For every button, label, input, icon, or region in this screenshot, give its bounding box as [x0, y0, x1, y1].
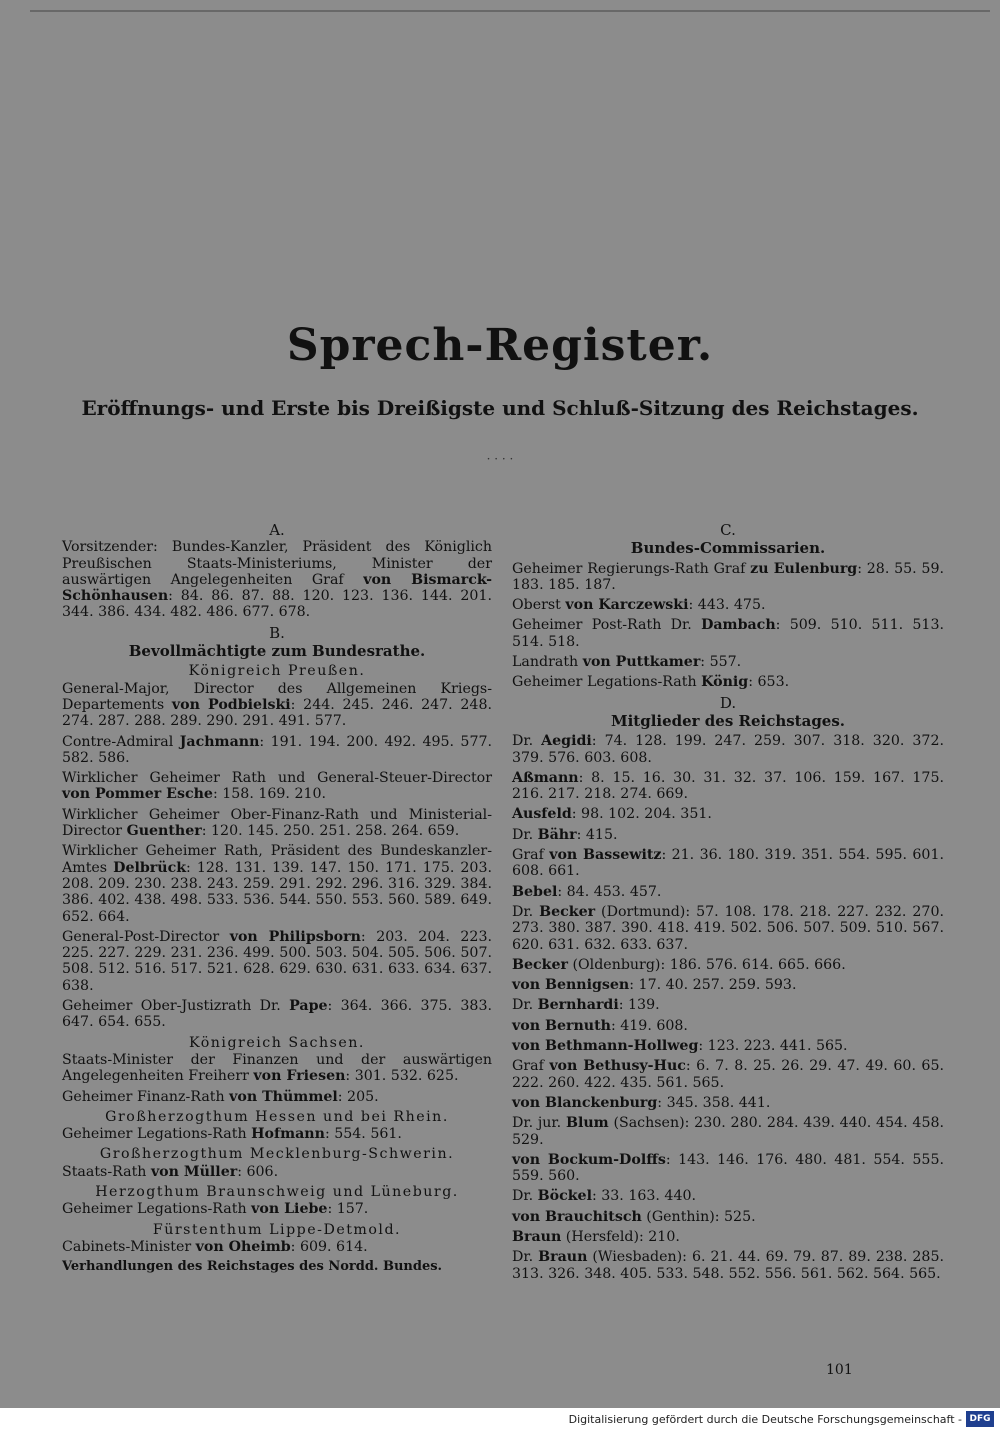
register-entry: Wirklicher Geheimer Ober-Finanz-Rath und Ministerial-Director Guenther: 120. 145. 250. 251. 258. 264. 659.	[62, 806, 492, 840]
section-heading: Mitglieder des Reichstages.	[610, 711, 846, 730]
page-title: Sprech-Register.	[286, 320, 714, 371]
speaker-name: Dambach	[701, 617, 776, 634]
register-entry: Dr. Bähr: 415.	[512, 826, 618, 843]
speaker-name: von Bennigsen	[512, 977, 630, 994]
speaker-name: König	[701, 674, 749, 691]
speaker-name: von Blanckenburg	[512, 1094, 658, 1111]
section-heading: Bevollmächtigte zum Bundesrathe.	[128, 642, 426, 661]
section-heading: Bundes-Commissarien.	[630, 539, 826, 558]
dfg-logo-icon: DFG	[966, 1411, 994, 1427]
register-entry: Becker (Oldenburg): 186. 576. 614. 665. 666.	[512, 956, 846, 973]
speaker-name: Böckel	[537, 1188, 592, 1205]
state-heading: Königreich Sachsen.	[189, 1034, 365, 1051]
section-letter-a: A.	[269, 521, 285, 539]
page-subtitle: Eröffnungs- und Erste bis Dreißigste und Schluß-Sitzung des Reichstages.	[81, 396, 919, 420]
speaker-name: Pape	[289, 998, 328, 1015]
section-letter-c: C.	[720, 521, 736, 539]
register-entry: Dr. Braun (Wiesbaden): 6. 21. 44. 69. 79. 87. 89. 238. 285. 313. 326. 348. 405. 533. 548. 552. 556. 561. 562. 564. 565.	[512, 1249, 944, 1282]
speaker-name: Bebel	[512, 883, 558, 900]
register-entry: Wirklicher Geheimer Rath, Präsident des Bundeskanzler-Amtes Delbrück: 128. 131. 139. 147. 150. 171. 175. 203. 208. 209. 230. 238. 243. 259. 291. 292. 296. 316. 329. 384. 386. 402. 438. 498. 533. 536. 544. 550. 553. 560. 589. 649. 652. 664.	[62, 843, 492, 925]
speaker-name: Bähr	[537, 826, 577, 843]
speaker-name: Delbrück	[113, 859, 187, 876]
register-entry: Geheimer Ober-Justizrath Dr. Pape: 364. 366. 375. 383. 647. 654. 655.	[62, 998, 492, 1031]
register-entry: Dr. Becker (Dortmund): 57. 108. 178. 218. 227. 232. 270. 273. 380. 387. 390. 418. 419. 502. 506. 507. 509. 510. 567. 620. 631. 632. 633. 637.	[512, 903, 944, 953]
speaker-name: Braun	[512, 1228, 562, 1245]
register-entry: General-Major, Director des Allgemeinen Kriegs-Departements von Podbielski: 244. 245. 246. 247. 248. 274. 287. 288. 289. 290. 291. 491. 577.	[62, 680, 492, 730]
register-entry: Braun (Hersfeld): 210.	[512, 1228, 680, 1245]
register-entry: Wirklicher Geheimer Rath und General-Steuer-Director von Pommer Esche: 158. 169. 210.	[62, 770, 492, 803]
register-entry: Geheimer Legations-Rath von Liebe: 157.	[62, 1201, 369, 1218]
section-letter-d: D.	[719, 693, 737, 712]
register-entry: von Bernuth: 419. 608.	[512, 1017, 688, 1034]
speaker-name: von Oheimb	[195, 1238, 291, 1255]
speaker-name: Becker	[512, 956, 568, 973]
register-entry: von Blanckenburg: 345. 358. 441.	[512, 1094, 771, 1111]
top-border-line	[30, 0, 990, 12]
register-entry: Ausfeld: 98. 102. 204. 351.	[512, 806, 712, 823]
speaker-name: von Friesen	[253, 1068, 346, 1085]
speaker-name: von Pommer Esche	[62, 786, 213, 803]
speaker-name: Blum	[565, 1115, 609, 1132]
register-entry: Contre-Admiral Jachmann: 191. 194. 200. 492. 495. 577. 582. 586.	[62, 733, 493, 766]
speaker-name: Braun	[538, 1249, 588, 1266]
footnote: Verhandlungen des Reichstages des Nordd. Bundes.	[62, 1259, 443, 1275]
speaker-name: Jachmann	[179, 733, 260, 750]
register-entry: von Bockum-Dolffs: 143. 146. 176. 480. 481. 554. 555. 559. 560.	[512, 1151, 944, 1185]
register-entry: Graf von Bethusy-Huc: 6. 7. 8. 25. 26. 29. 47. 49. 60. 65. 222. 260. 422. 435. 561. 565.	[512, 1058, 944, 1091]
register-entry: Geheimer Post-Rath Dr. Dambach: 509. 510. 511. 513. 514. 518.	[512, 617, 944, 650]
register-entry: General-Post-Director von Philipsborn: 203. 204. 223. 225. 227. 229. 231. 236. 499. 500. 503. 504. 505. 506. 507. 508. 512. 516. 517. 521. 628. 629. 630. 631. 633. 634. 637. 638.	[62, 928, 492, 994]
state-heading: Königreich Preußen.	[188, 663, 366, 680]
speaker-name: von Podbielski	[171, 696, 291, 713]
section-letter-b: B.	[269, 623, 285, 642]
state-heading: Herzogthum Braunschweig und Lüneburg.	[95, 1183, 459, 1200]
register-entry: von Bethmann-Hollweg: 123. 223. 441. 565.	[512, 1038, 848, 1055]
left-column	[62, 520, 492, 1274]
speaker-name: Becker	[539, 903, 596, 920]
register-entry: Bebel: 84. 453. 457.	[512, 883, 662, 900]
state-heading: Fürstenthum Lippe-Detmold.	[152, 1221, 402, 1238]
register-entry: Dr. Böckel: 33. 163. 440.	[512, 1188, 697, 1205]
speaker-name: von Brauchitsch	[512, 1208, 642, 1225]
register-entry: Geheimer Legations-Rath Hofmann: 554. 561.	[62, 1126, 402, 1143]
register-entry: Landrath von Puttkamer: 557.	[512, 654, 742, 671]
register-entry: Geheimer Legations-Rath König: 653.	[512, 674, 790, 691]
speaker-name: Aßmann	[512, 769, 579, 786]
credit-text: Digitalisierung gefördert durch die Deutsche Forschungsgemeinschaft -	[568, 1413, 962, 1426]
speaker-name: Guenther	[126, 823, 202, 840]
speaker-name: Ausfeld	[512, 806, 572, 823]
state-heading: Großherzogthum Hessen und bei Rhein.	[105, 1108, 449, 1125]
register-entry: Aßmann: 8. 15. 16. 30. 31. 32. 37. 106. 159. 167. 175. 216. 217. 218. 274. 669.	[512, 769, 944, 803]
speaker-name: von Bockum-Dolffs	[512, 1151, 666, 1168]
register-entry: Staats-Rath von Müller: 606.	[62, 1163, 279, 1180]
register-entry: Vorsitzender: Bundes-Kanzler, Präsident des Königlich Preußischen Staats-Ministeriums, Minister der auswärtigen Angelegenheiten Graf von Bismarck-Schönhausen: 84. 86. 87. 88. 120. 123. 136. 144. 201. 344. 386. 434. 482. 486. 677. 678.	[62, 539, 492, 621]
speaker-name: von Puttkamer	[582, 654, 701, 671]
speaker-name: von Bismarck-Schönhausen	[62, 571, 492, 605]
speaker-name: von Liebe	[251, 1201, 328, 1218]
speaker-name: Bernhardi	[537, 997, 619, 1014]
register-entry: Dr. Bernhardi: 139.	[512, 997, 660, 1014]
register-entry: Staats-Minister der Finanzen und der auswärtigen Angelegenheiten Freiherr von Friesen: 301. 532. 625.	[62, 1051, 492, 1085]
register-entry: Oberst von Karczewski: 443. 475.	[512, 597, 766, 614]
speaker-name: Hofmann	[251, 1126, 325, 1143]
speaker-name: von Bethmann-Hollweg	[512, 1038, 699, 1055]
speaker-name: von Philipsborn	[229, 928, 361, 945]
speaker-name: zu Eulenburg	[750, 560, 858, 577]
speaker-name: von Bassewitz	[549, 847, 662, 864]
page-number: 101	[826, 1362, 853, 1378]
speaker-name: von Thümmel	[229, 1088, 338, 1105]
speaker-name: von Bethusy-Huc	[549, 1058, 686, 1075]
register-entry: Dr. Aegidi: 74. 128. 199. 247. 259. 307. 318. 320. 372. 379. 576. 603. 608.	[512, 733, 944, 766]
digitization-credit-bar	[0, 1408, 1000, 1432]
register-entry: Graf von Bassewitz: 21. 36. 180. 319. 351. 554. 595. 601. 608. 661.	[512, 847, 944, 880]
register-entry: Cabinets-Minister von Oheimb: 609. 614.	[62, 1238, 368, 1255]
register-entry: von Bennigsen: 17. 40. 257. 259. 593.	[512, 977, 797, 994]
ornament-divider: · · · ·	[486, 452, 514, 466]
register-entry: Geheimer Regierungs-Rath Graf zu Eulenburg: 28. 55. 59. 183. 185. 187.	[512, 560, 944, 593]
register-entry: von Brauchitsch (Genthin): 525.	[512, 1208, 756, 1225]
state-heading: Großherzogthum Mecklenburg-Schwerin.	[99, 1146, 455, 1163]
register-entry: Geheimer Finanz-Rath von Thümmel: 205.	[62, 1088, 379, 1105]
right-column	[512, 520, 944, 1286]
speaker-name: von Karczewski	[565, 597, 689, 614]
speaker-name: von Müller	[150, 1163, 238, 1180]
speaker-name: Aegidi	[541, 733, 592, 750]
speaker-name: von Bernuth	[512, 1017, 611, 1034]
register-entry: Dr. jur. Blum (Sachsen): 230. 280. 284. 439. 440. 454. 458. 529.	[512, 1115, 945, 1148]
